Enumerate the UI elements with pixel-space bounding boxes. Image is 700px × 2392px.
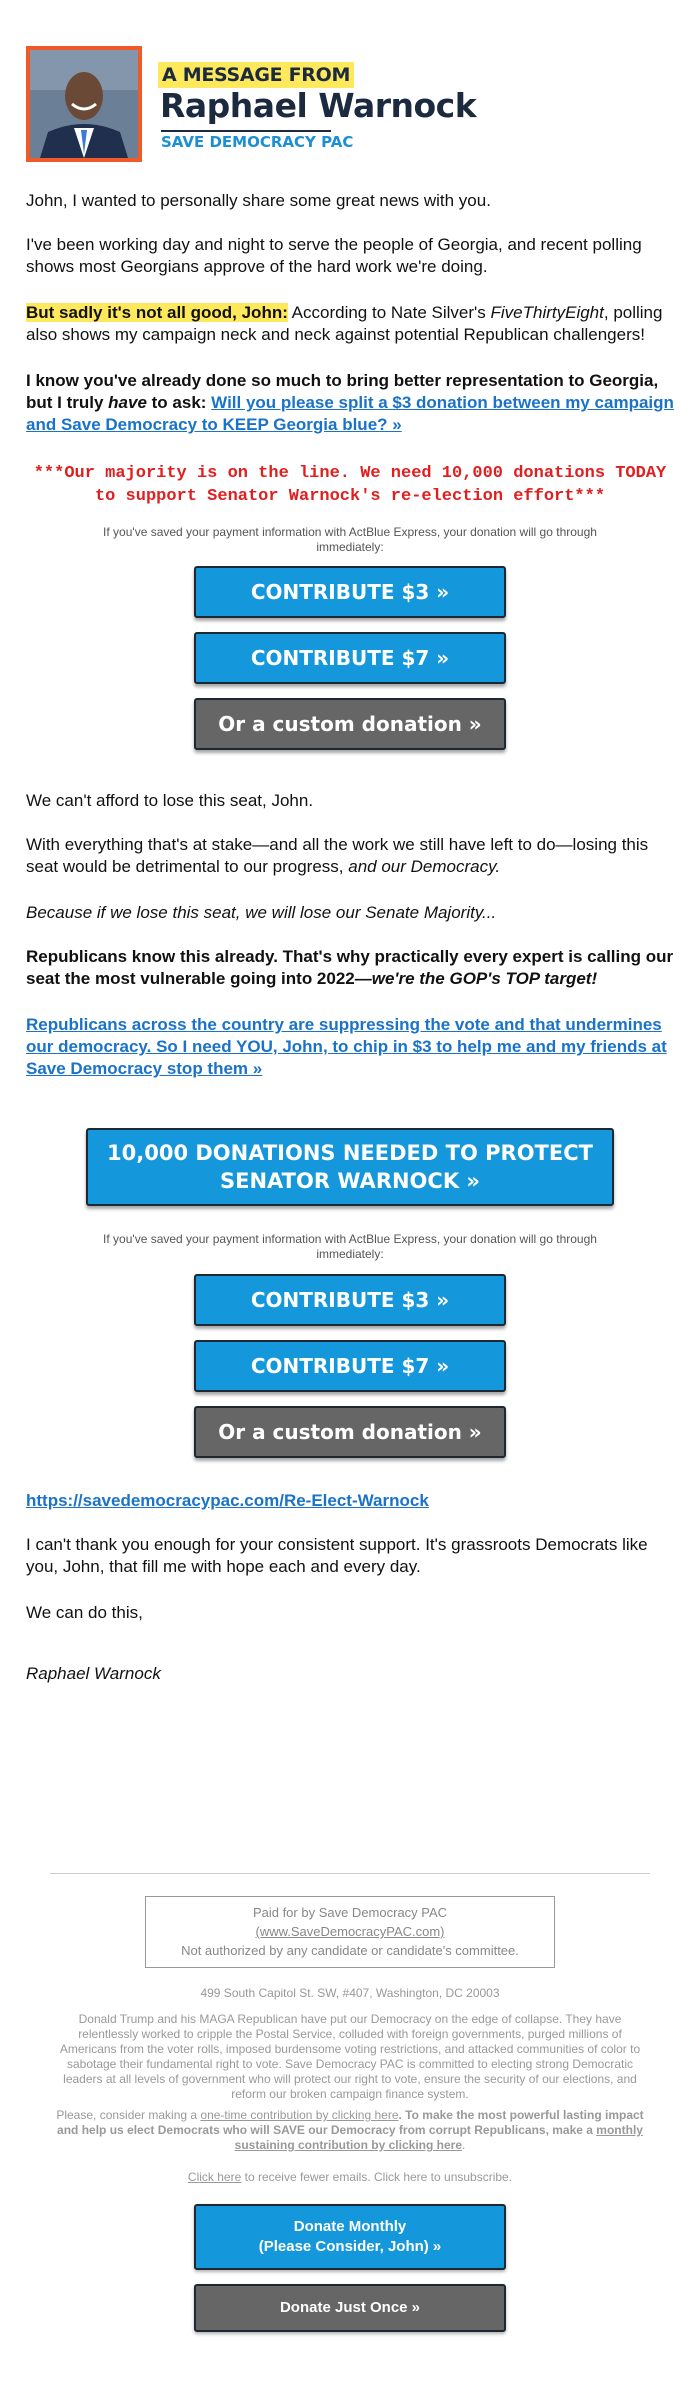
consider-text-c: . <box>462 2138 466 2152</box>
contribute-3-button-2[interactable]: CONTRIBUTE $3 » <box>194 1274 506 1326</box>
seat-text: We can't afford to lose this seat, John. <box>26 791 314 810</box>
work-text: I've been working day and night to serve the people of Georgia, and recent polling shows most Georgians approve of the hard work we're doing. <box>26 235 642 276</box>
donate-monthly-label: Donate Monthly <box>293 2218 407 2235</box>
polling-source: FiveThirtyEight <box>490 303 604 322</box>
split-donation-link[interactable]: Will you please split a $3 donation between my campaign and Save Democracy to KEEP Georgia blue? » <box>26 393 674 434</box>
express-note-1: If you've saved your payment information with ActBlue Express, your donation will go through immediately: <box>103 525 597 554</box>
header-name: Raphael Warnock <box>160 86 477 125</box>
thanks-text: I can't thank you enough for your consistent support. It's grassroots Democrats like you, John, that fill me with hope each and every day. <box>26 1535 648 1576</box>
paragraph-thanks <box>26 1534 674 1578</box>
email-header <box>26 46 666 168</box>
majority-text: Because if we lose this seat, we will lose our Senate Majority... <box>26 903 497 922</box>
custom-donation-button-2[interactable]: Or a custom donation » <box>194 1406 506 1458</box>
contribute-3-button[interactable]: CONTRIBUTE $3 » <box>194 566 506 618</box>
express-note-2: If you've saved your payment information with ActBlue Express, your donation will go through immediately: <box>103 1232 597 1261</box>
signature: Raphael Warnock <box>26 1664 161 1683</box>
target-emphasis: we're the GOP's TOP target! <box>371 969 598 988</box>
stake-text: With everything that's at stake—and all the work we still have left to do—losing this seat would be detrimental to our progress, <box>26 835 649 876</box>
donate-once-button[interactable]: Donate Just Once » <box>194 2284 506 2332</box>
paid-for-box <box>145 1896 555 1968</box>
paragraph-ask <box>26 370 674 436</box>
footer-address: 499 South Capitol St. SW, #407, Washington, DC 20003 <box>200 1986 500 2000</box>
target-text: Republicans know this already. That's why practically every expert is calling our seat the most vulnerable going into 2022— <box>26 947 674 988</box>
paragraph-greeting <box>26 190 674 212</box>
paragraph-work <box>26 234 674 278</box>
donate-monthly-sublabel: (Please Consider, John) » <box>258 2238 442 2255</box>
polling-text-b: , polling also shows my campaign neck and neck against potential Republican challengers! <box>26 303 663 344</box>
monthly-contribution-link[interactable]: monthly sustaining contribution by clicking here <box>234 2123 643 2152</box>
urgent-notice: ***Our majority is on the line. We need 10,000 donations TODAY to support Senator Warnock's re-election effort*** <box>33 464 667 506</box>
footer-email-prefs <box>55 2170 645 2185</box>
candidate-photo <box>26 46 142 162</box>
paragraph-closing <box>26 1602 674 1624</box>
reelect-url-link[interactable]: https://savedemocracypac.com/Re-Elect-Warnock <box>26 1491 429 1510</box>
paragraph-suppression <box>26 1014 674 1080</box>
ask-text-a: I know you've already done so much to bring better representation to Georgia, but I truly <box>26 371 659 412</box>
header-org: SAVE DEMOCRACY PAC <box>161 133 354 151</box>
ask-text-b: to ask: <box>146 393 212 412</box>
paragraph-stake <box>26 834 674 878</box>
custom-donation-button[interactable]: Or a custom donation » <box>194 698 506 750</box>
donations-needed-button[interactable]: 10,000 DONATIONS NEEDED TO PROTECT SENATOR WARNOCK » <box>86 1128 614 1206</box>
donate-monthly-button[interactable] <box>194 2204 506 2270</box>
one-time-contribution-link[interactable]: one-time contribution by clicking here <box>200 2108 399 2122</box>
paid-by-text: Paid for by Save Democracy PAC <box>252 1905 448 1920</box>
paragraph-majority <box>26 902 674 924</box>
stake-emphasis: and our Democracy. <box>348 857 501 876</box>
not-authorized-text: Not authorized by any candidate or candidate's committee. <box>181 1943 519 1958</box>
footer-mission: Donald Trump and his MAGA Republican have put our Democracy on the edge of collapse. They have relentlessly worked to cripple the Postal Service, colluded with foreign governments, purged millions of Americans from the voter rolls, imposed burdensome voting restrictions, and attacked communities of color to sabotage their fundamental right to vote. Save Democracy PAC is committed to electing strong Democratic leaders at all levels of government who will protect our right to vote, ensure the security of our elections, and reform our broken campaign finance system. <box>59 2012 641 2101</box>
polling-highlight: But sadly it's not all good, John: <box>26 303 288 322</box>
fewer-emails-link[interactable]: Click here <box>187 2170 242 2184</box>
header-divider <box>161 130 331 132</box>
contribute-7-button-2[interactable]: CONTRIBUTE $7 » <box>194 1340 506 1392</box>
footer-consider <box>55 2108 645 2153</box>
chip-in-link[interactable]: Republicans across the country are suppressing the vote and that undermines our democracy. So I need YOU, John, to chip in $3 to help me and my friends at Save Democracy stop them » <box>26 1015 667 1078</box>
greeting-text: John, I wanted to personally share some great news with you. <box>26 191 491 210</box>
closing-text: We can do this, <box>26 1603 143 1622</box>
pac-site-link[interactable]: (www.SaveDemocracyPAC.com) <box>255 1924 445 1939</box>
paragraph-seat <box>26 790 674 812</box>
unsubscribe-text: to receive fewer emails. Click here to unsubscribe. <box>241 2170 513 2184</box>
consider-text-b: . To make the most powerful lasting impact and help us elect Democrats who will SAVE our Democracy from corrupt Republicans, make a <box>57 2108 644 2137</box>
consider-text-a: Please, consider making a <box>56 2108 201 2122</box>
paragraph-target <box>26 946 674 990</box>
footer-divider <box>50 1873 650 1874</box>
paragraph-polling <box>26 302 674 346</box>
contribute-7-button[interactable]: CONTRIBUTE $7 » <box>194 632 506 684</box>
paragraph-url <box>26 1490 674 1512</box>
polling-text-a: According to Nate Silver's <box>287 303 491 322</box>
ask-emphasis: have <box>108 393 147 412</box>
header-kicker: A MESSAGE FROM <box>158 62 354 88</box>
